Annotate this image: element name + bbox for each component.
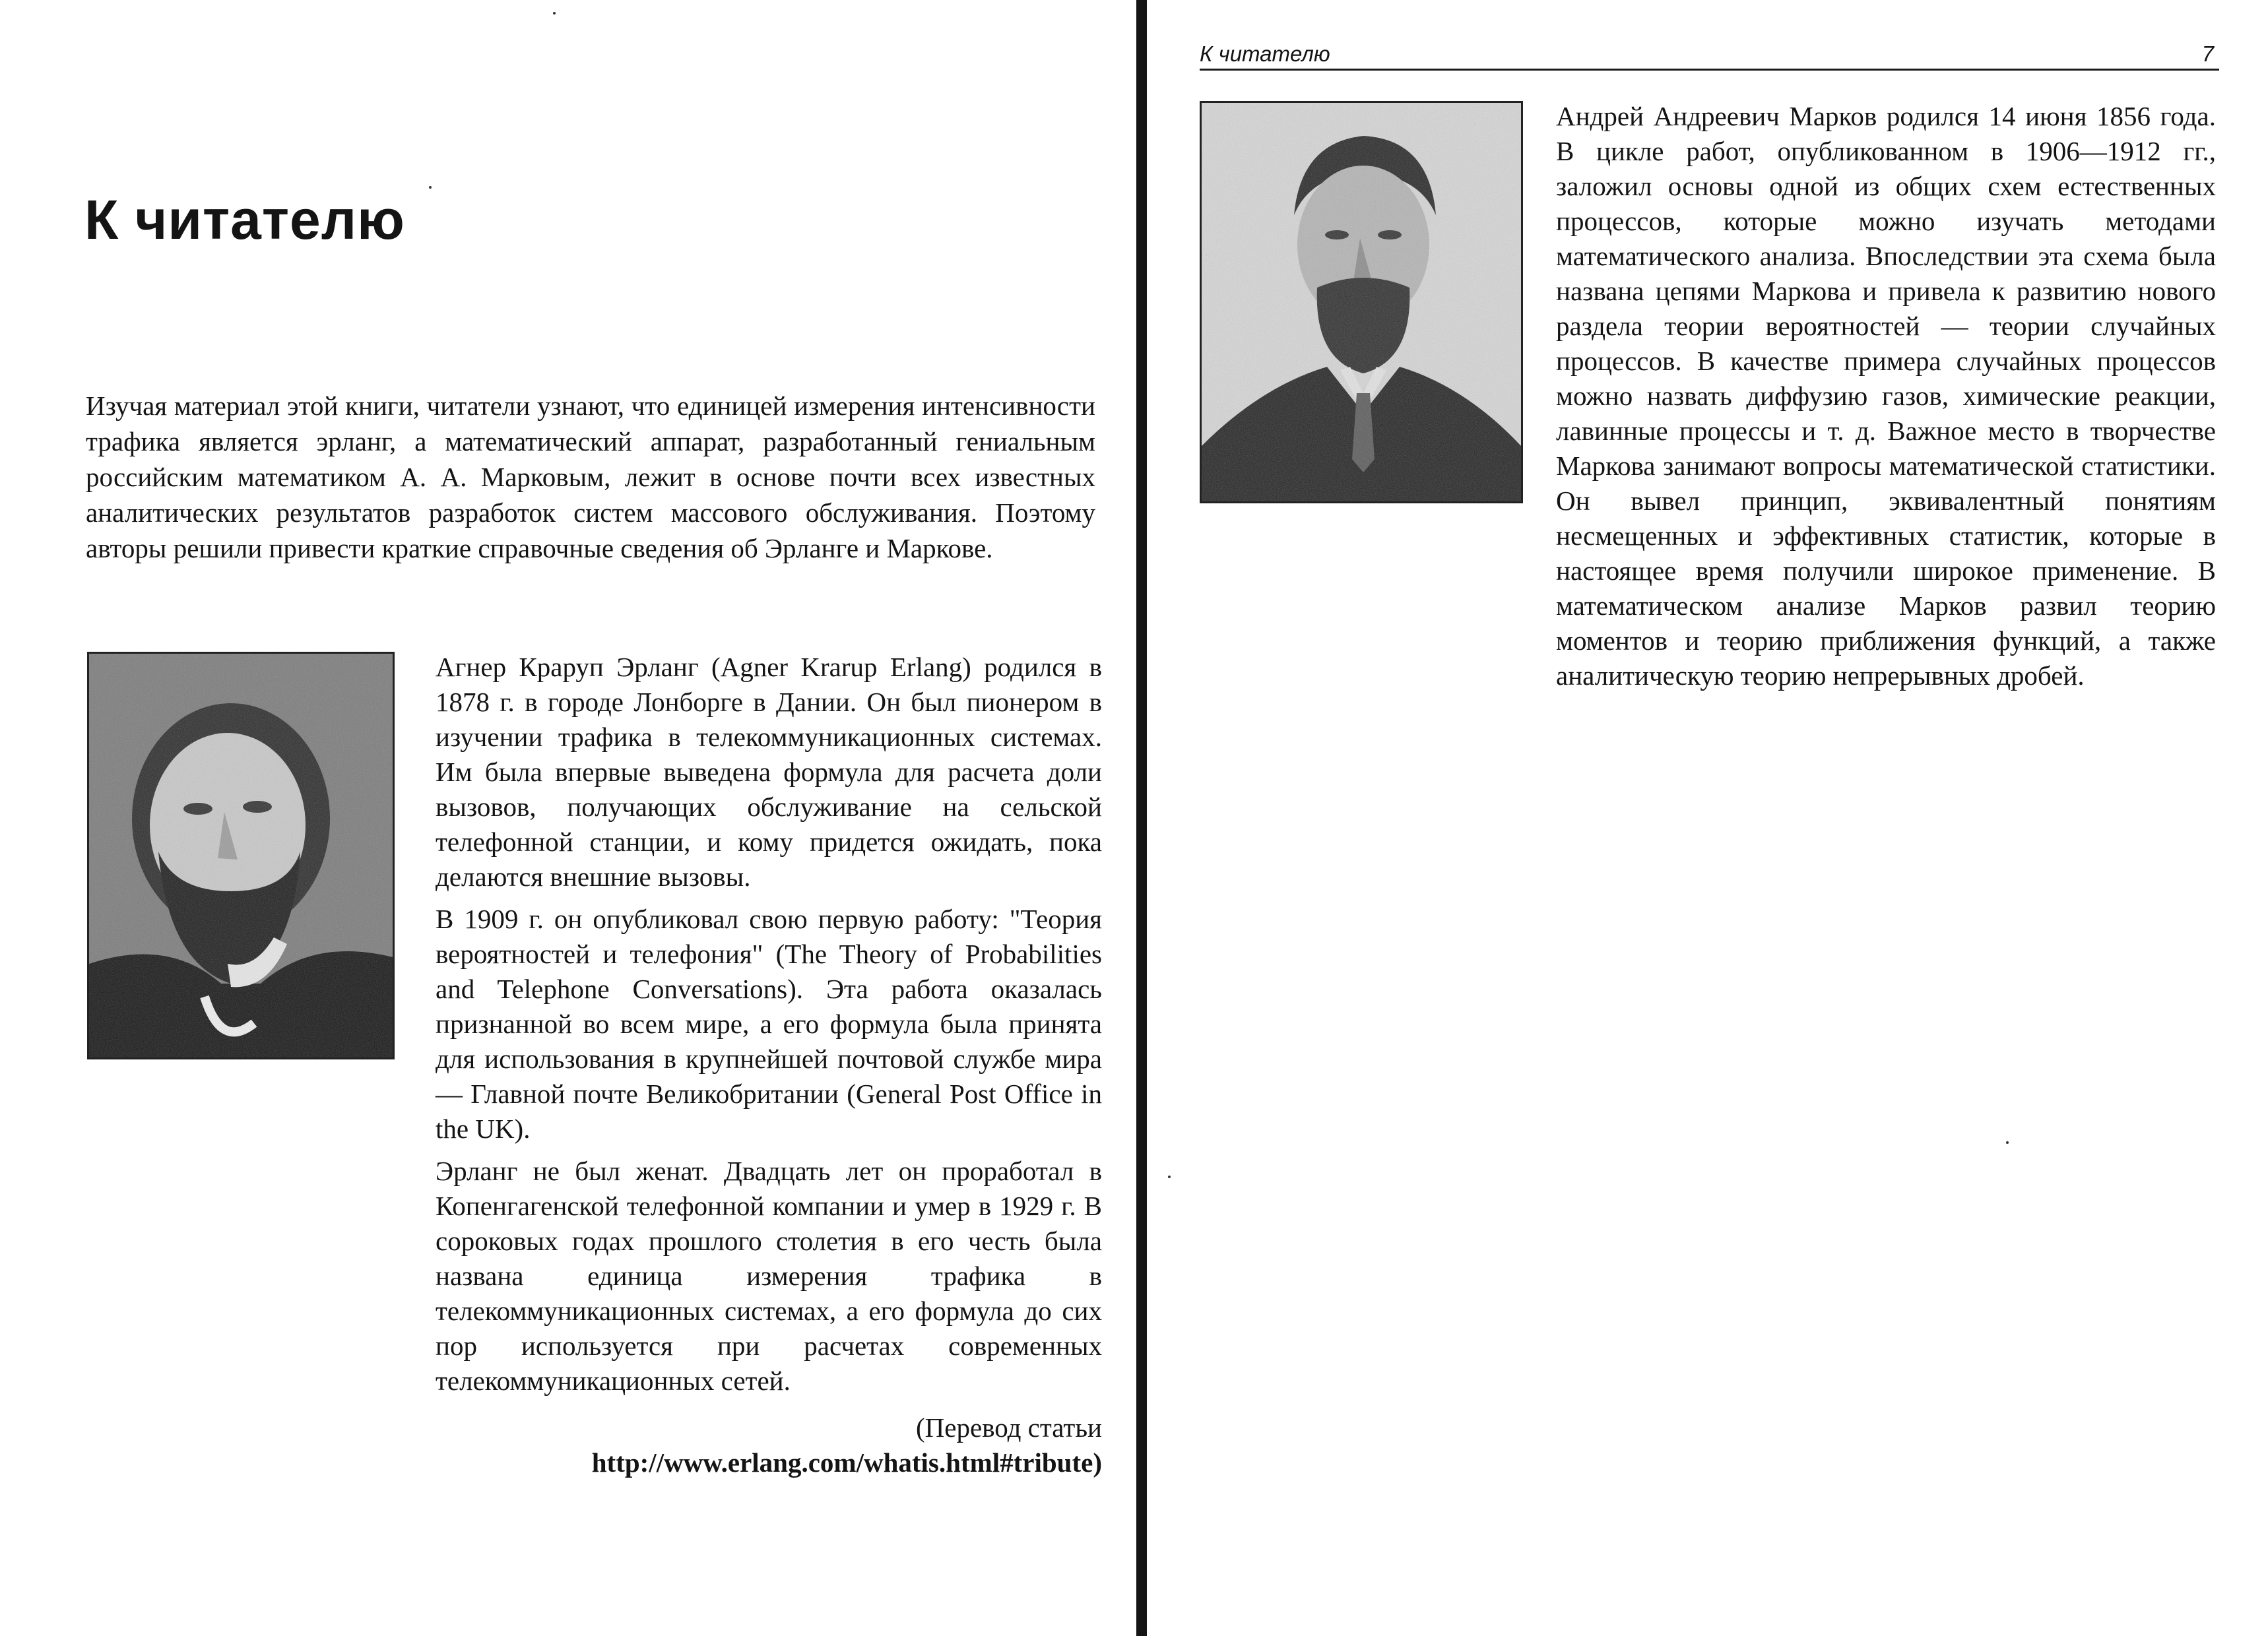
erlang-portrait-image: [89, 654, 393, 1057]
scan-speck: [1168, 1176, 1171, 1178]
markov-portrait-image: [1202, 103, 1521, 501]
scan-speck: [2006, 1141, 2009, 1144]
markov-portrait: [1200, 101, 1523, 503]
erlang-paragraph-1: Агнер Краруп Эрланг (Agner Krarup Erlang) родился в 1878 г. в городе Лонборге в Дании. Он был пионером в изучении трафика в телекоммуникационных системах. Им была впервые выведена формула для расчета доли вызовов, получающих обслуживание на сельской телефонной станции, и кому придется ожидать, пока делаются внешние вызовы.: [436, 652, 1102, 892]
markov-biography: Андрей Андреевич Марков родился 14 июня 1856 года. В цикле работ, опубликованном в 1906—1912 гг., заложил основы одной из общих схем естественных процессов, которые можно изучать методами математического анализа. Впоследствии эта схема была названа цепями Маркова и привела к развитию нового раздела теории вероятностей — теории случайных процессов. В качестве примера случайных процессов можно назвать диффузию газов, химические реакции, лавинные процессы и т. д. Важное место в творчестве Маркова занимают вопросы математической статистики. Он вывел принцип, эквивалентный понятиям несмещенных и эффективных статистик, которые в настоящее время получили широкое применение. В математическом анализе Марков развил теорию моментов и теорию приближения функций, а также аналитическую теорию непрерывных дробей.: [1556, 101, 2216, 691]
running-header: [1200, 41, 2219, 71]
book-spine-gutter: [1136, 0, 1147, 1636]
erlang-paragraph-3: Эрланг не был женат. Двадцать лет он проработал в Копенгагенской телефонной компании и умер в 1929 г. В сороковых годах прошлого столетия в его честь была названа единица измерения трафика в телекоммуникационных системах, а его формула до сих пор используется при расчетах современных телекоммуникационных сетей.: [436, 1156, 1102, 1396]
erlang-biography: [436, 650, 1102, 1480]
source-note: (Перевод статьи: [916, 1412, 1102, 1443]
running-title: К читателю: [1200, 42, 1330, 66]
intro-paragraph: Изучая материал этой книги, читатели узнают, что единицей измерения интенсивности трафика является эрланг, а математический аппарат, разработанный гениальным российским математиком А. А. Марковым, лежит в основе почти всех известных аналитических результатов разработок систем массового обслуживания. Поэтому авторы решили привести краткие справочные сведения об Эрланге и Маркове.: [86, 391, 1095, 563]
page-number: 7: [2201, 42, 2214, 66]
source-citation: [436, 1410, 1102, 1480]
chapter-heading: К читателю: [84, 189, 405, 251]
erlang-portrait: [87, 652, 395, 1059]
scan-speck: [429, 186, 432, 189]
source-url: http://www.erlang.com/whatis.html#tribute): [591, 1447, 1102, 1478]
scan-speck: [553, 12, 556, 15]
erlang-paragraph-2: В 1909 г. он опубликовал свою первую работу: "Теория вероятностей и телефония" (The Theory of Probabilities and Telephone Conversations). Эта работа оказалась признанной во всем мире, а его формула была принята для использования в крупнейшей почтовой службе мира — Главной почте Великобритании (General Post Office in the UK).: [436, 904, 1102, 1144]
